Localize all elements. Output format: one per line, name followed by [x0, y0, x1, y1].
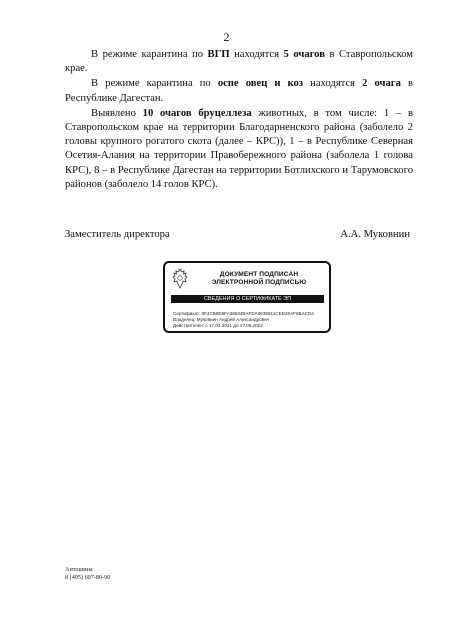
- paragraph-quarantine-sheep-pox: [65, 77, 413, 105]
- document-body: [65, 48, 413, 193]
- text-run: В режиме карантина по: [91, 49, 208, 60]
- paragraph-quarantine-vgp: [65, 48, 413, 76]
- bold-text-run: 2 очага: [362, 78, 401, 90]
- stamp-validity: Действителен: с 17.03.2021 до 17.06.2022: [173, 323, 263, 328]
- executor-phone: 8 (495) 607-80-90: [65, 574, 111, 581]
- bold-text-run: 10 очагов бруцеллеза: [142, 107, 252, 119]
- bold-text-run: оспе овец и коз: [217, 78, 304, 90]
- signatory-title: Заместитель директора: [65, 229, 170, 240]
- text-run: в Республике Дагестан.: [65, 78, 413, 104]
- text-run: находятся: [229, 49, 284, 60]
- stamp-heading-line-2: ЭЛЕКТРОННОЙ ПОДПИСЬЮ: [211, 279, 307, 287]
- bold-text-run: ВГП: [207, 49, 230, 60]
- stamp-certificate-bar: СВЕДЕНИЯ О СЕРТИФИКАТЕ ЭП: [171, 295, 324, 303]
- executor-footer: [65, 566, 110, 582]
- text-run: В режиме карантина по: [91, 78, 218, 90]
- signatory-name: А.А. Муковнин: [340, 229, 410, 240]
- coat-of-arms-icon: [171, 268, 189, 290]
- text-run: животных, в том числе: 1 – в Ставропольском крае на территории Благодарненского района (заболело 2 головы крупного рогатого скота (далее – КРС)), 1 – в Республике Северная Осетия-Алания на территории Правобережного района (заболела 1 голова КРС), 8 – в Республике Дагестан на территории Ботлихского и Тарумовского районов (заболело 14 голов КРС).: [65, 107, 413, 190]
- electronic-signature-stamp: [163, 261, 331, 333]
- page-number: 2: [223, 30, 230, 44]
- text-run: находятся: [303, 78, 363, 90]
- paragraph-brucellosis: [65, 107, 413, 192]
- text-run: Выявлено: [91, 107, 143, 119]
- bold-text-run: 5 очагов: [283, 49, 325, 60]
- stamp-certificate-number: Сертификат: 0F4CB9E9FA36534BAFDA0635511CED26AF6BACD4: [173, 311, 314, 316]
- executor-name: Антошина: [65, 566, 93, 573]
- stamp-owner: Владелец: Муковнин Андрей Александрович: [173, 317, 270, 322]
- text-run: в Ставропольском крае.: [65, 49, 414, 75]
- stamp-heading-line-1: ДОКУМЕНТ ПОДПИСАН: [219, 271, 299, 278]
- stamp-heading: [191, 271, 327, 287]
